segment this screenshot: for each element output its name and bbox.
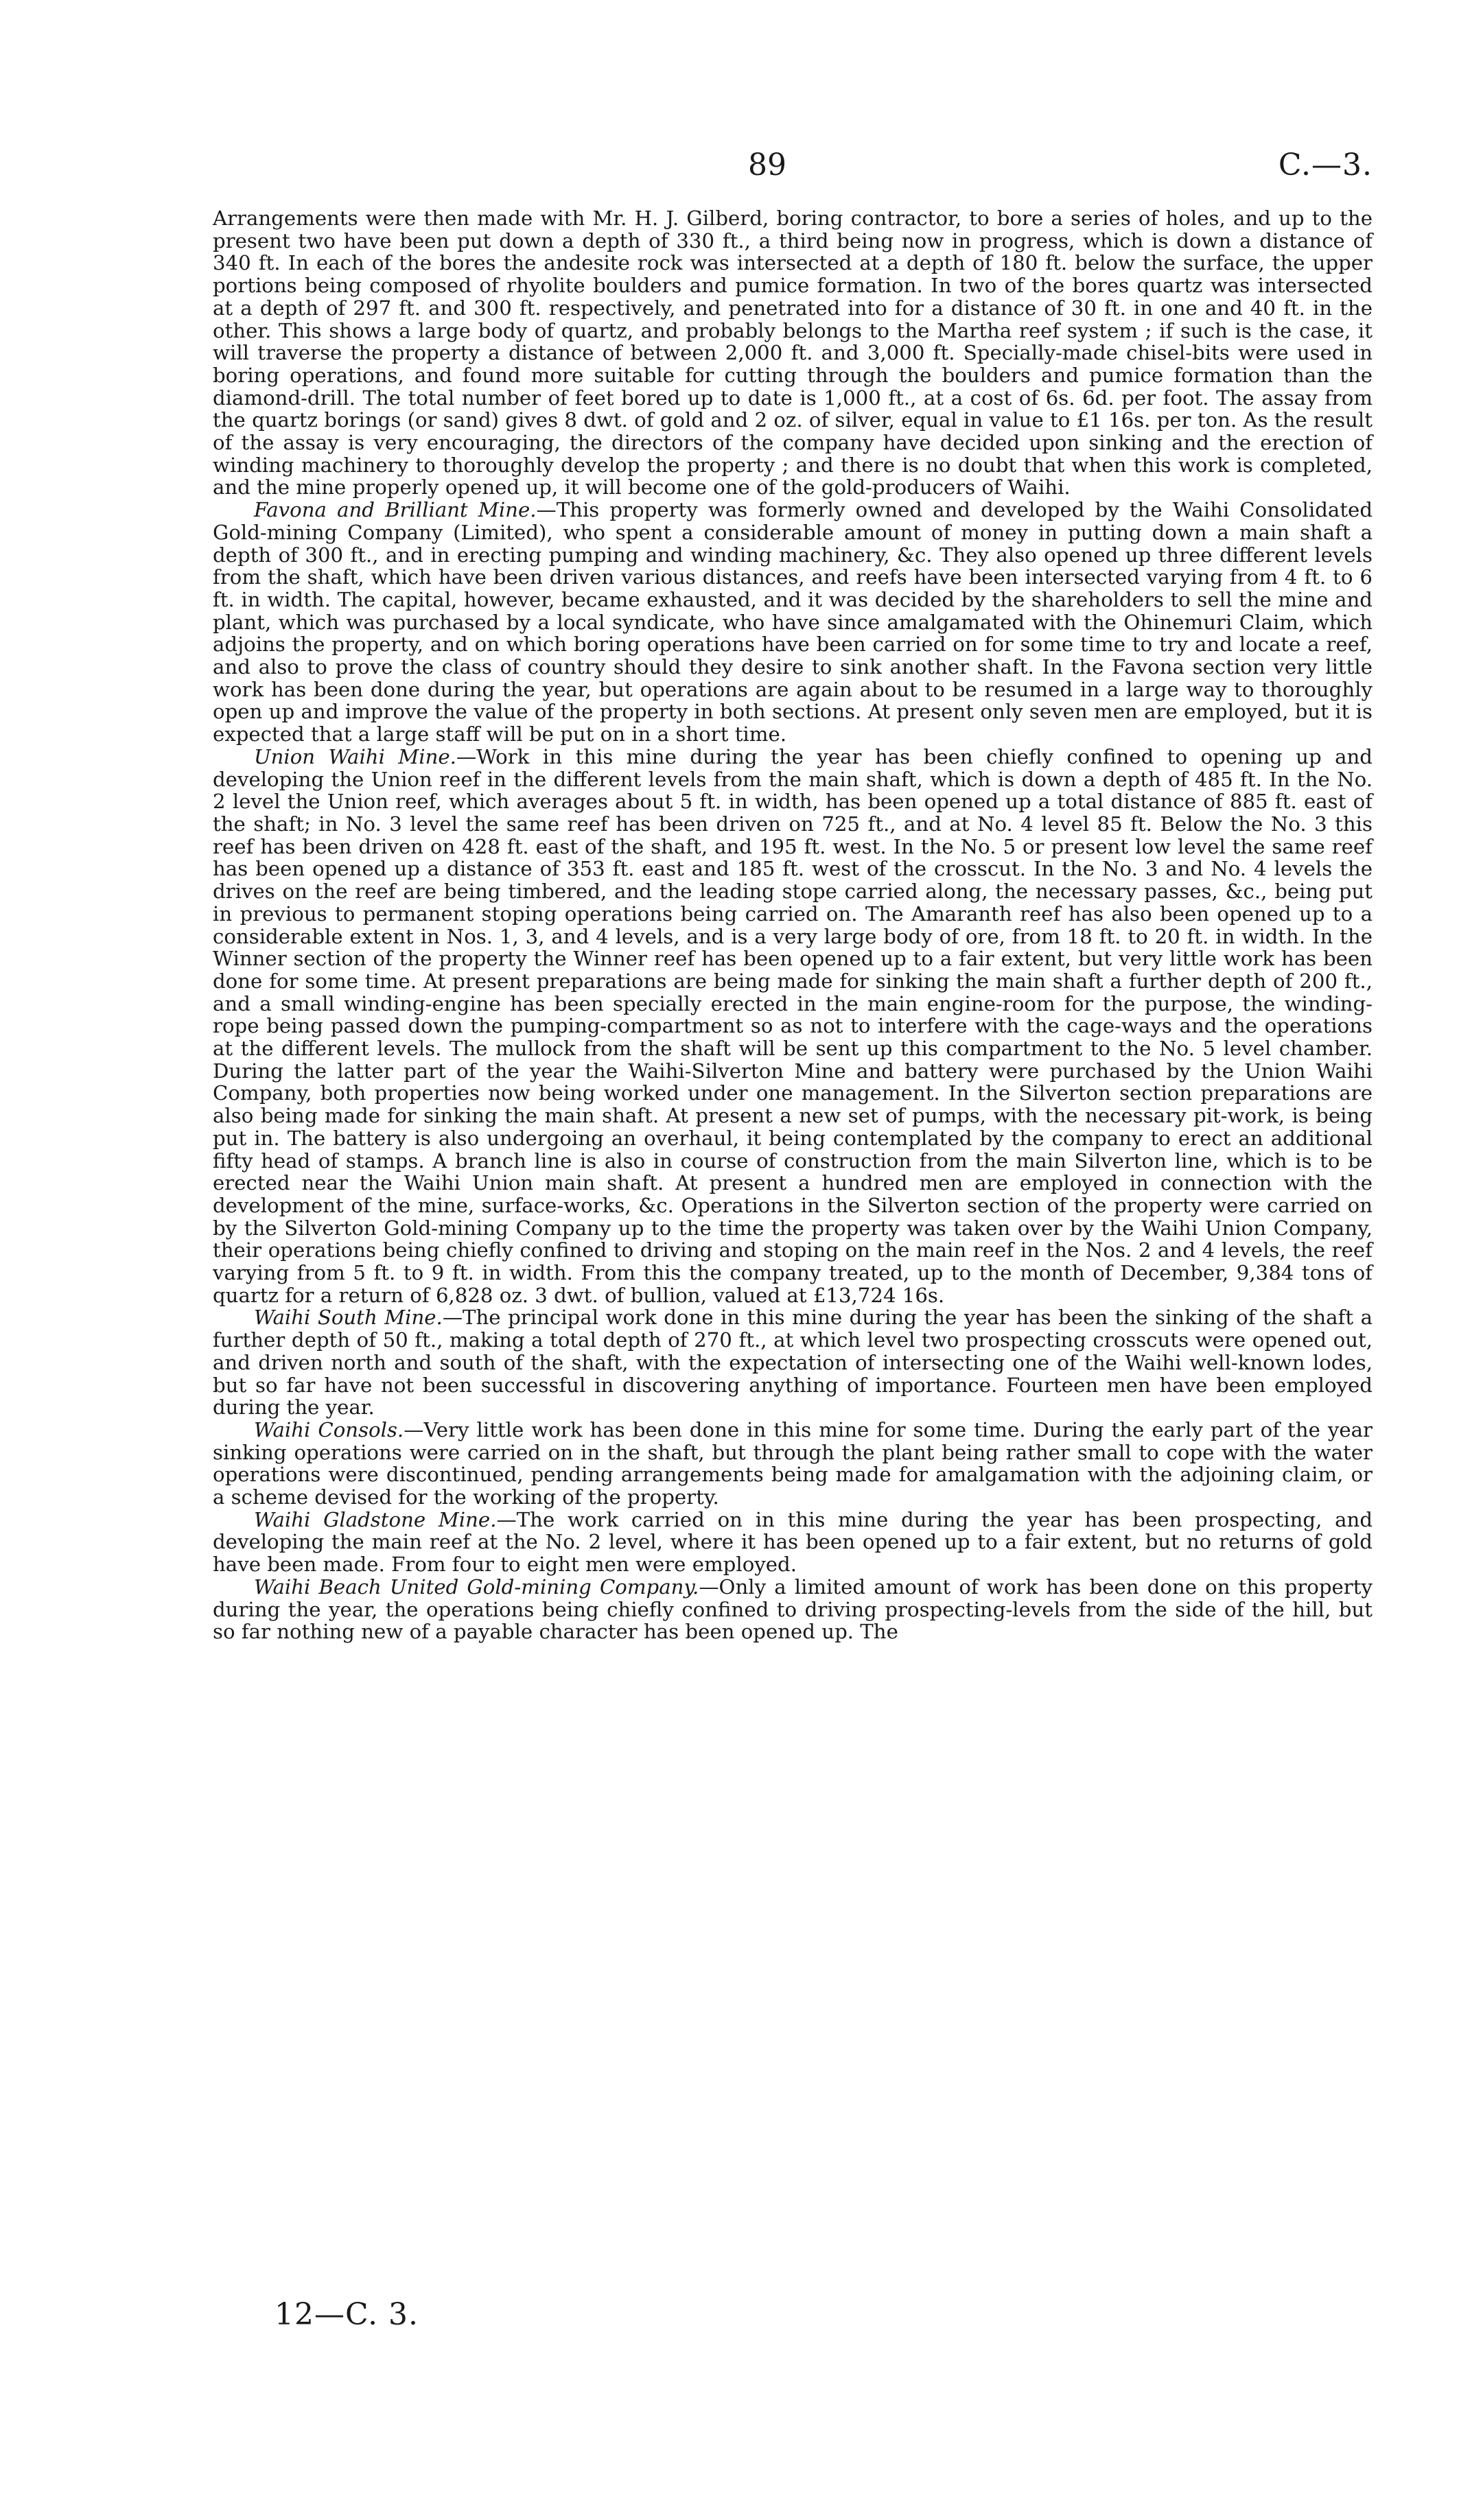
paragraph-favona [213, 499, 1373, 746]
signature-reference: 12—C. 3. [275, 2297, 419, 2332]
body-text [213, 207, 1373, 1643]
paragraph-waihi-beach [213, 1576, 1373, 1643]
page-header [213, 148, 1373, 189]
section-title: Favona and Brilliant Mine. [254, 498, 537, 522]
paragraph-text: —The work carried on in this mine during the year has been prospecting, and developing the main reef at the No. 2 level, where it has been opened up to a fair extent, but no returns of gold have been made. From four to eight men were employed. [213, 1507, 1373, 1577]
paragraph-union-waihi [213, 746, 1373, 1307]
paragraph [213, 207, 1373, 499]
paragraph-waihi-consols [213, 1419, 1373, 1509]
paragraph-text: Arrangements were then made with Mr. H. J. Gilberd, boring contractor, to bore a series of holes, and up to the present two have been put down a depth of 330 ft., a third being now in progress, which is down a distance of 340 ft. In each of the bores the andesite rock was intersected at a depth of 180 ft. below the surface, the upper portions being composed of rhyolite boulders and pumice formation. In two of the bores quartz was intersected at a depth of 297 ft. and 300 ft. respectively, and penetrated into for a distance of 30 ft. in one and 40 ft. in the other. This shows a large body of quartz, and probably belongs to the Martha reef system ; if such is the case, it will traverse the property a distance of between 2,000 ft. and 3,000 ft. Specially-made chisel-bits were used in boring operations, and found more suitable for cutting through the boulders and pumice formation than the diamond-drill. The total number of feet bored up to date is 1,000 ft., at a cost of 6s. 6d. per foot. The assay from the quartz borings (or sand) gives 8 dwt. of gold and 2 oz. of silver, equal in value to £1 16s. per ton. As the result of the assay is very encouraging, the directors of the company have decided upon sinking and the erection of winding machinery to thoroughly develop the property ; and there is no doubt that when this work is completed, and the mine properly opened up, it will become one of the gold-producers of Waihi. [213, 207, 1373, 499]
section-title: Waihi Beach United Gold-mining Company. [254, 1575, 699, 1599]
paragraph-text: —The principal work done in this mine during the year has been the sinking of the shaft a further depth of 50 ft., making a total depth of 270 ft., at which level two prospecting crosscuts were opened out, and driven north and south of the shaft, with the expectation of intersecting one of the Waihi well-known lodes, but so far have not been successful in discovering anything of importance. Fourteen men have been employed during the year. [213, 1306, 1373, 1420]
section-title: Waihi Consols. [254, 1417, 404, 1441]
page-number: 89 [748, 148, 786, 182]
paragraph-waihi-gladstone [213, 1509, 1373, 1576]
paragraph-text: —This property was formerly owned and developed by the Waihi Consolidated Gold-mining Company (Limited), who spent a considerable amount of money in putting down a main shaft a depth of 300 ft., and in erecting pumping and winding machinery, &c. They also opened up three different levels from the shaft, which have been driven various distances, and reefs have been intersected varying from 4 ft. to 6 ft. in width. The capital, however, became exhausted, and it was decided by the shareholders to sell the mine and plant, which was purchased by a local syndicate, who have since amalgamated with the Ohinemuri Claim, which adjoins the property, and on which boring operations have been carried on for some time to try and locate a reef, and also to prove the class of country should they desire to sink another shaft. In the Favona section very little work has been done during the year, but operations are again about to be resumed in a large way to thoroughly open up and improve the value of the property in both sections. At present only seven men are employed, but it is expected that a large staff will be put on in a short time. [213, 498, 1373, 746]
paragraph-waihi-south [213, 1306, 1373, 1419]
document-reference: C.—3. [1278, 148, 1373, 182]
paragraph-text: —Work in this mine during the year has been chiefly confined to opening up and developing the Union reef in the different levels from the main shaft, which is down a depth of 485 ft. In the No. 2 level the Union reef, which averages about 5 ft. in width, has been opened up a total distance of 885 ft. east of the shaft; in No. 3 level the same reef has been driven on 725 ft., and at No. 4 level 85 ft. Below the No. 3 this reef has been driven on 428 ft. east of the shaft, and 195 ft. west. In the No. 5 or present low level the same reef has been opened up a distance of 353 ft. east and 185 ft. west of the crosscut. In the No. 3 and No. 4 levels the drives on the reef are being timbered, and the leading stope carried along, the necessary passes, &c., being put in previous to permanent stoping operations being carried on. The Amaranth reef has also been opened up to a considerable extent in Nos. 1, 3, and 4 levels, and is a very large body of ore, from 18 ft. to 20 ft. in width. In the Winner section of the property the Winner reef has been opened up to a fair extent, but very little work has been done for some time. At present preparations are being made for sinking the main shaft a further depth of 200 ft., and a small winding-engine has been specially erected in the main engine-room for the purpose, the winding-rope being passed down the pumping-compartment so as not to interfere with the cage-ways and the operations at the different levels. The mullock from the shaft will be sent up this compartment to the No. 5 level chamber. During the latter part of the year the Waihi-Silverton Mine and battery were purchased by the Union Waihi Company, both properties now being worked under one management. In the Silverton section preparations are also being made for sinking the main shaft. At present a new set of pumps, with the necessary pit-work, is being put in. The battery is also undergoing an overhaul, it being contemplated by the company to erect an additional fifty head of stamps. A branch line is also in course of construction from the main Silverton line, which is to be erected near the Waihi Union main shaft. At present a hundred men are employed in connection with the development of the mine, surface-works, &c. Operations in the Silverton section of the property were carried on by the Silverton Gold-mining Company up to the time the property was taken over by the Waihi Union Company, their operations being chiefly confined to driving and stoping on the main reef in the Nos. 2 and 4 levels, the reef varying from 5 ft. to 9 ft. in width. From this the company treated, up to the month of December, 9,384 tons of quartz for a return of 6,828 oz. 3 dwt. of bullion, valued at £13,724 16s. [213, 744, 1373, 1307]
paragraph-text: —Very little work has been done in this mine for some time. During the early part of the year sinking operations were carried on in the shaft, but through the plant being rather small to cope with the water operations were discontinued, pending arrangements being made for amalgamation with the adjoining claim, or a scheme devised for the working of the property. [213, 1417, 1373, 1509]
section-title: Waihi Gladstone Mine. [254, 1507, 497, 1531]
section-title: Union Waihi Mine. [254, 744, 456, 768]
section-title: Waihi South Mine. [254, 1306, 443, 1330]
paragraph-text: —Only a limited amount of work has been done on this property during the year, the operations being chiefly confined to driving prospecting-levels from the side of the hill, but so far nothing new of a payable character has been opened up. The [213, 1575, 1373, 1644]
